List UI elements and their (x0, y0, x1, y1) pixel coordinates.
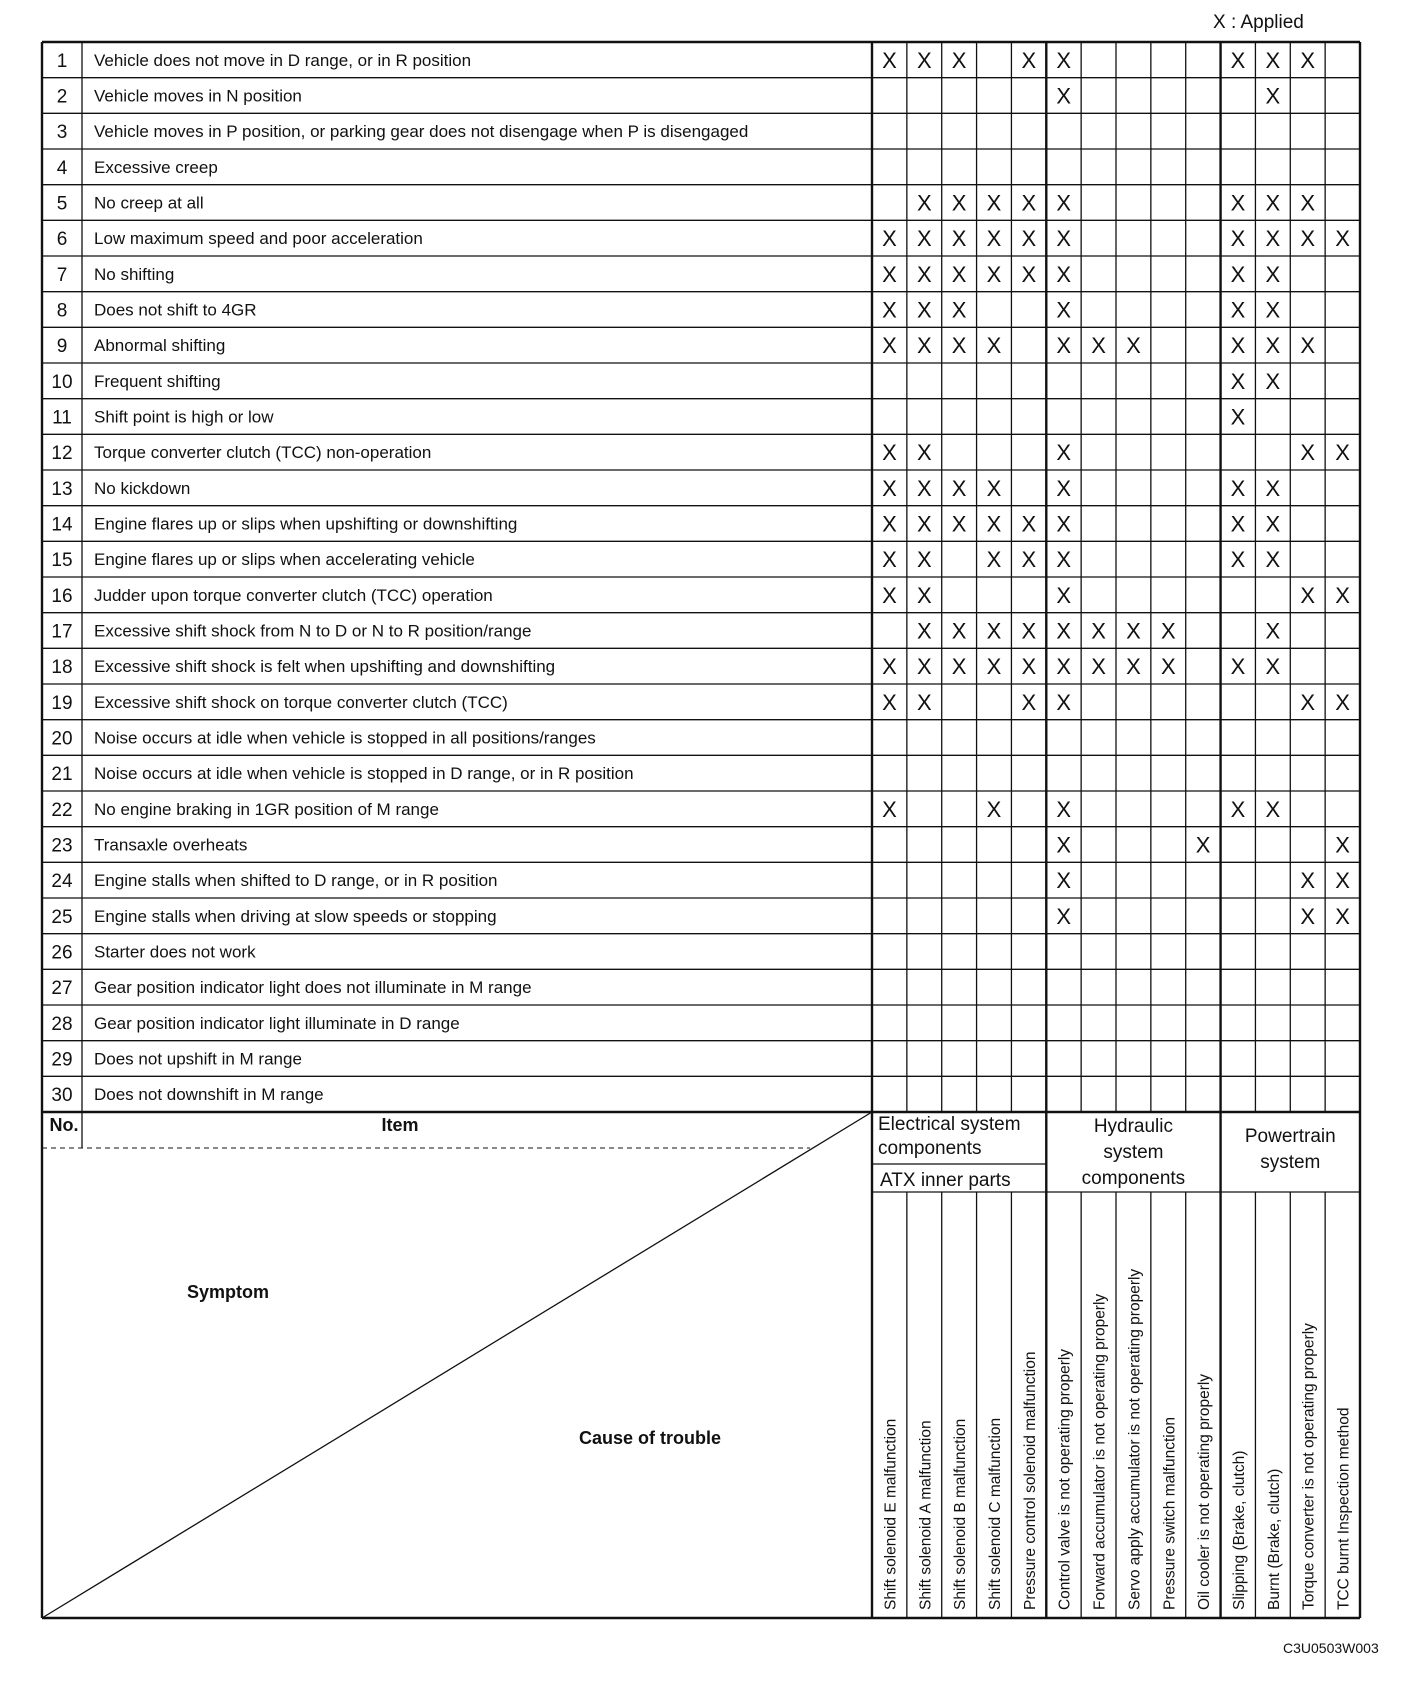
applied-mark: X (1300, 689, 1316, 715)
applied-mark: X (1335, 226, 1350, 252)
symptom-text: Low maximum speed and poor acceleration (94, 229, 423, 249)
applied-mark: X (986, 190, 1002, 216)
row-number: 19 (51, 692, 73, 714)
symptom-text: Does not downshift in M range (94, 1085, 324, 1105)
applied-mark: X (1300, 582, 1316, 608)
applied-mark: X (951, 261, 967, 287)
symptom-text: Does not shift to 4GR (94, 300, 257, 320)
applied-mark: X (882, 333, 897, 359)
applied-mark: X (882, 689, 897, 715)
cause-label: Forward accumulator is not operating properly (1091, 1293, 1109, 1610)
row-number: 8 (56, 300, 68, 322)
symptom-text: Torque converter clutch (TCC) non-operation (94, 443, 432, 463)
applied-mark: X (1056, 654, 1072, 680)
applied-mark: X (1265, 261, 1281, 287)
symptom-text: Abnormal shifting (94, 336, 226, 356)
applied-mark: X (1021, 226, 1037, 252)
applied-mark: X (916, 261, 932, 287)
applied-mark: X (1021, 654, 1037, 680)
applied-mark: X (1335, 832, 1350, 858)
row-number: 7 (56, 264, 68, 286)
applied-mark: X (882, 226, 897, 252)
group-hydraulic-label: Hydraulic (1093, 1116, 1174, 1137)
row-number: 9 (56, 336, 68, 358)
group-powertrain-label: Powertrain (1244, 1126, 1336, 1147)
applied-mark: X (986, 796, 1002, 822)
applied-mark: X (1300, 440, 1316, 466)
applied-mark: X (1230, 796, 1246, 822)
group-electrical-label: components (878, 1138, 982, 1159)
applied-mark: X (1056, 47, 1072, 73)
applied-mark: X (1056, 226, 1072, 252)
applied-mark: X (1335, 903, 1350, 929)
applied-mark: X (916, 47, 932, 73)
symptom-text: No creep at all (94, 193, 204, 213)
symptom-text: Vehicle does not move in D range, or in R position (94, 50, 472, 70)
group-electrical-label: Electrical system (878, 1114, 1021, 1135)
symptom-text: Engine stalls when shifted to D range, or in R position (94, 871, 498, 891)
applied-mark: X (951, 475, 967, 501)
applied-mark: X (986, 547, 1002, 573)
group-atx-label: ATX inner parts (880, 1170, 1011, 1191)
cause-label: Slipping (Brake, clutch) (1231, 1450, 1248, 1610)
cause-label: Shift solenoid A malfunction (917, 1420, 935, 1610)
applied-mark: X (882, 297, 897, 323)
applied-mark: X (1021, 618, 1037, 644)
applied-mark: X (951, 511, 967, 537)
applied-mark: X (1335, 868, 1350, 894)
applied-mark: X (1230, 404, 1246, 430)
applied-mark: X (1265, 83, 1281, 109)
applied-mark: X (1265, 368, 1281, 394)
no-header: No. (49, 1115, 79, 1135)
applied-mark: X (1091, 654, 1106, 680)
item-header: Item (381, 1115, 419, 1135)
row-number: 14 (51, 514, 73, 536)
figure-code: C3U0503W003 (1283, 1640, 1379, 1656)
applied-mark: X (916, 475, 932, 501)
row-number: 30 (51, 1085, 73, 1107)
symptom-text: No kickdown (94, 478, 191, 498)
symptom-text: Engine flares up or slips when accelerating vehicle (94, 550, 475, 570)
applied-mark: X (1265, 547, 1281, 573)
row-number: 26 (51, 942, 73, 964)
applied-mark: X (1126, 654, 1141, 680)
applied-mark: X (1056, 582, 1072, 608)
applied-mark: X (916, 618, 932, 644)
row-number: 28 (51, 1013, 73, 1035)
applied-mark: X (882, 511, 897, 537)
cause-label: Control valve is not operating properly (1056, 1348, 1074, 1610)
applied-mark: X (882, 47, 897, 73)
applied-mark: X (1265, 190, 1281, 216)
applied-mark: X (1230, 47, 1246, 73)
applied-mark: X (1265, 333, 1281, 359)
symptom-text: Noise occurs at idle when vehicle is stopped in all positions/ranges (94, 728, 596, 748)
row-number: 29 (51, 1049, 73, 1071)
applied-mark: X (1091, 618, 1106, 644)
cause-label: Pressure control solenoid malfunction (1021, 1351, 1039, 1610)
applied-mark: X (1265, 475, 1281, 501)
applied-mark: X (1300, 226, 1316, 252)
group-powertrain-label: system (1260, 1152, 1321, 1173)
applied-mark: X (1265, 796, 1281, 822)
applied-mark: X (986, 618, 1002, 644)
applied-mark: X (916, 333, 932, 359)
symptom-text: Does not upshift in M range (94, 1049, 302, 1069)
applied-mark: X (1265, 297, 1281, 323)
applied-mark: X (1230, 511, 1246, 537)
symptom-text: Excessive shift shock on torque converter clutch (TCC) (94, 692, 508, 712)
applied-mark: X (1230, 547, 1246, 573)
row-number: 17 (51, 621, 73, 643)
symptom-text: Shift point is high or low (94, 407, 274, 427)
applied-mark: X (882, 261, 897, 287)
row-number: 18 (51, 657, 73, 679)
cause-label: Pressure switch malfunction (1161, 1417, 1179, 1610)
applied-mark: X (1091, 333, 1106, 359)
applied-mark: X (1230, 226, 1246, 252)
row-number: 15 (51, 550, 73, 572)
applied-mark: X (986, 261, 1002, 287)
applied-mark: X (1195, 832, 1211, 858)
group-hydraulic-label: system (1103, 1142, 1164, 1163)
applied-mark: X (882, 475, 897, 501)
symptom-header: Symptom (186, 1282, 270, 1302)
symptom-text: Excessive creep (94, 157, 218, 177)
applied-mark: X (1021, 547, 1037, 573)
applied-mark: X (986, 654, 1002, 680)
symptom-text: Starter does not work (94, 942, 256, 962)
applied-mark: X (916, 511, 932, 537)
applied-mark: X (1230, 654, 1246, 680)
row-number: 11 (52, 407, 72, 429)
row-number: 21 (51, 764, 73, 786)
cause-label: Oil cooler is not operating properly (1196, 1373, 1214, 1610)
applied-mark: X (951, 47, 967, 73)
applied-mark: X (1056, 689, 1072, 715)
applied-mark: X (951, 618, 967, 644)
row-number: 5 (56, 193, 68, 215)
applied-mark: X (1265, 47, 1281, 73)
applied-mark: X (1056, 333, 1072, 359)
symptom-text: No engine braking in 1GR position of M range (94, 799, 439, 819)
cause-label: Servo apply accumulator is not operating properly (1126, 1268, 1144, 1610)
applied-mark: X (916, 582, 932, 608)
applied-mark: X (916, 547, 932, 573)
applied-mark: X (951, 333, 967, 359)
row-number: 3 (56, 122, 68, 144)
row-number: 25 (51, 906, 73, 928)
row-number: 1 (56, 50, 68, 72)
applied-mark: X (916, 654, 932, 680)
cause-label: Torque converter is not operating properly (1300, 1323, 1318, 1610)
applied-mark: X (1300, 868, 1316, 894)
row-number: 2 (56, 86, 68, 108)
applied-mark: X (1300, 903, 1316, 929)
applied-mark: X (1056, 475, 1072, 501)
row-number: 23 (51, 835, 73, 857)
applied-mark: X (1056, 297, 1072, 323)
applied-mark: X (1265, 511, 1281, 537)
applied-mark: X (1300, 47, 1316, 73)
cause-label: Shift solenoid E malfunction (882, 1418, 900, 1610)
applied-mark: X (916, 689, 932, 715)
row-number: 24 (51, 871, 73, 893)
applied-mark: X (1335, 689, 1350, 715)
symptom-text: Gear position indicator light does not illuminate in M range (94, 978, 532, 998)
applied-mark: X (1056, 547, 1072, 573)
applied-mark: X (951, 654, 967, 680)
applied-mark: X (1056, 903, 1072, 929)
applied-mark: X (1021, 190, 1037, 216)
applied-mark: X (1056, 832, 1072, 858)
applied-mark: X (1230, 333, 1246, 359)
row-number: 12 (51, 443, 73, 465)
symptom-text: Noise occurs at idle when vehicle is stopped in D range, or in R position (94, 764, 634, 784)
symptom-text: Transaxle overheats (94, 835, 248, 855)
cause-label: Shift solenoid C malfunction (987, 1417, 1004, 1610)
applied-mark: X (1056, 796, 1072, 822)
applied-mark: X (916, 226, 932, 252)
applied-mark: X (882, 547, 897, 573)
applied-mark: X (882, 440, 897, 466)
row-number: 6 (56, 229, 68, 251)
applied-mark: X (1230, 261, 1246, 287)
applied-mark: X (882, 582, 897, 608)
applied-mark: X (986, 226, 1002, 252)
cause-label: Burnt (Brake, clutch) (1265, 1468, 1283, 1610)
applied-mark: X (1160, 618, 1176, 644)
row-number: 10 (51, 371, 73, 393)
applied-mark: X (951, 226, 967, 252)
applied-mark: X (1056, 618, 1072, 644)
applied-mark: X (1126, 333, 1141, 359)
legend-applied: X : Applied (1213, 12, 1304, 33)
applied-mark: X (1300, 333, 1316, 359)
group-hydraulic-label: components (1081, 1168, 1186, 1189)
applied-mark: X (1230, 190, 1246, 216)
applied-mark: X (986, 475, 1002, 501)
cause-label: Shift solenoid B malfunction (952, 1418, 970, 1610)
applied-mark: X (1056, 83, 1072, 109)
row-number: 16 (51, 585, 73, 607)
row-number: 13 (51, 478, 73, 500)
row-number: 27 (51, 978, 73, 1000)
header-diagonal (42, 1112, 872, 1618)
applied-mark: X (1021, 47, 1037, 73)
applied-mark: X (1056, 440, 1072, 466)
symptom-text: Vehicle moves in P position, or parking gear does not disengage when P is disengaged (94, 122, 749, 142)
applied-mark: X (1265, 654, 1281, 680)
symptom-text: Engine flares up or slips when upshifting or downshifting (94, 514, 518, 534)
applied-mark: X (1056, 261, 1072, 287)
symptom-text: Excessive shift shock from N to D or N to R position/range (94, 621, 532, 641)
symptom-text: Judder upon torque converter clutch (TCC) operation (94, 585, 493, 605)
row-number: 20 (51, 728, 73, 750)
symptom-text: Frequent shifting (94, 371, 221, 391)
applied-mark: X (1021, 261, 1037, 287)
symptom-text: Vehicle moves in N position (94, 86, 302, 106)
applied-mark: X (1160, 654, 1176, 680)
applied-mark: X (986, 333, 1002, 359)
applied-mark: X (916, 190, 932, 216)
applied-mark: X (1335, 440, 1350, 466)
row-number: 4 (56, 157, 68, 179)
cause-header: Cause of trouble (578, 1428, 722, 1448)
applied-mark: X (1230, 368, 1246, 394)
applied-mark: X (1230, 475, 1246, 501)
applied-mark: X (916, 440, 932, 466)
applied-mark: X (882, 654, 897, 680)
applied-mark: X (1056, 190, 1072, 216)
applied-mark: X (1021, 511, 1037, 537)
symptom-text: Excessive shift shock is felt when upshifting and downshifting (94, 657, 556, 677)
applied-mark: X (1265, 618, 1281, 644)
applied-mark: X (1056, 868, 1072, 894)
applied-mark: X (882, 796, 897, 822)
applied-mark: X (951, 190, 967, 216)
applied-mark: X (1230, 297, 1246, 323)
applied-mark: X (1126, 618, 1141, 644)
applied-mark: X (1056, 511, 1072, 537)
applied-mark: X (951, 297, 967, 323)
symptom-text: Engine stalls when driving at slow speeds or stopping (94, 906, 497, 926)
symptom-text: Gear position indicator light illuminate in D range (94, 1013, 460, 1033)
applied-mark: X (1300, 190, 1316, 216)
applied-mark: X (1265, 226, 1281, 252)
applied-mark: X (986, 511, 1002, 537)
applied-mark: X (1335, 582, 1350, 608)
symptom-text: No shifting (94, 264, 175, 284)
applied-mark: X (1021, 689, 1037, 715)
row-number: 22 (51, 799, 73, 821)
cause-label: TCC burnt Inspection method (1335, 1407, 1353, 1610)
applied-mark: X (916, 297, 932, 323)
